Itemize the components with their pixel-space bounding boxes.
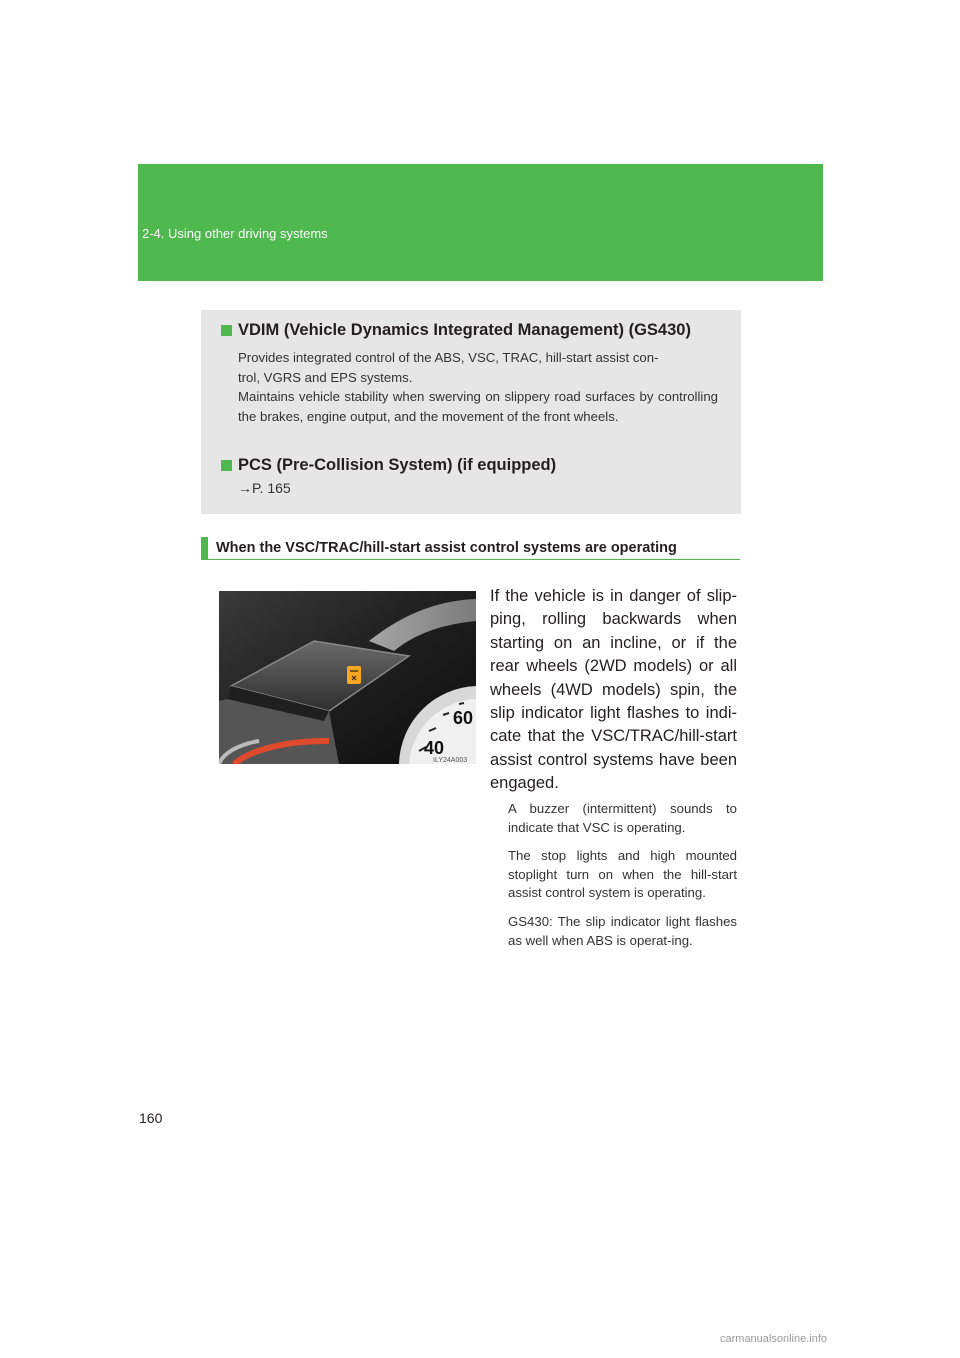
- square-bullet-icon: [221, 325, 232, 336]
- vdim-para1-line2: trol, VGRS and EPS systems.: [238, 369, 413, 385]
- vdim-heading-text: VDIM (Vehicle Dynamics Integrated Management) (GS430): [238, 321, 691, 339]
- section-title: 2-4. Using other driving systems: [142, 226, 328, 241]
- note-stop-lights: The stop lights and high mounted stoplight turn on when the hill-start assist control system is operating.: [508, 848, 737, 900]
- gauge-label-60: 60: [453, 708, 474, 728]
- vdim-heading: [221, 321, 691, 340]
- vdim-paragraph-1: [238, 348, 718, 387]
- gauge-label-40: 40: [424, 738, 445, 758]
- pcs-page-reference: →P. 165: [238, 480, 291, 496]
- slip-indicator-icon: [347, 666, 361, 684]
- vdim-paragraph-2: Maintains vehicle stability when swerving on slippery road surfaces by controlling the brakes, engine output, and the movement of the front wheels.: [238, 389, 718, 424]
- note-buzzer: A buzzer (intermittent) sounds to indicate that VSC is operating.: [508, 801, 737, 835]
- square-bullet-icon: [221, 460, 232, 471]
- section-body: If the vehicle is in danger of slip-ping, rolling backwards when starting on an incline, or if the rear wheels (2WD models) or all wheels (4WD models) spin, the slip indicator light flashes to indi-cate that the VSC/TRAC/hill-start assist control systems have been engaged.: [490, 587, 737, 793]
- section-heading: [201, 537, 740, 560]
- heading-bar: [201, 537, 208, 559]
- note-gs430: GS430: The slip indicator light flashes as well when ABS is operat-ing.: [508, 914, 737, 948]
- watermark: carmanualsonline.info: [720, 1333, 828, 1345]
- dashboard-photo: [219, 591, 476, 764]
- section-heading-text: When the VSC/TRAC/hill-start assist control systems are operating: [216, 540, 677, 556]
- header-band: [138, 164, 823, 281]
- dashboard-illustration: [219, 591, 476, 764]
- pcs-heading: [221, 456, 556, 475]
- vdim-para1-line1: Provides integrated control of the ABS, VSC, TRAC, hill-start assist con-: [238, 350, 659, 365]
- figure-code: ILY24A003: [433, 757, 468, 764]
- pcs-heading-text: PCS (Pre-Collision System) (if equipped): [238, 456, 557, 474]
- page-number: 160: [139, 1110, 163, 1126]
